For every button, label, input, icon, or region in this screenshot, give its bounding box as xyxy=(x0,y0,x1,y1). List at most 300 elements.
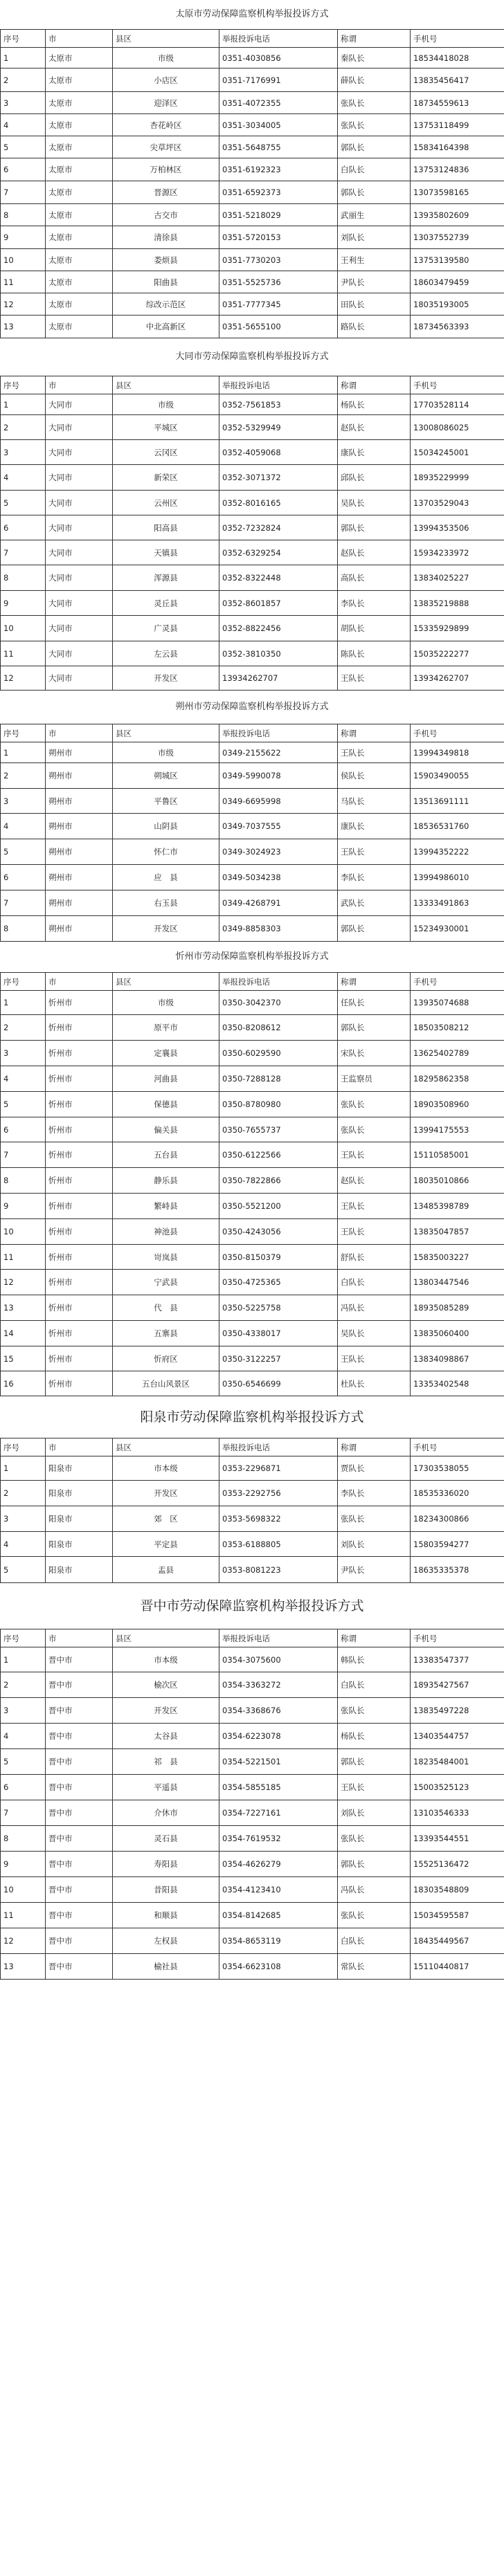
table-row xyxy=(1,540,504,565)
table-cell: 13 xyxy=(1,1954,46,1980)
table-cell: 0353-2296871 xyxy=(219,1456,338,1481)
table-cell: 18635335378 xyxy=(411,1557,504,1583)
section-title: 阳泉市劳动保障监察机构举报投诉方式 xyxy=(140,1409,364,1425)
table-cell: 朔州市 xyxy=(46,890,113,916)
table-cell: 王队长 xyxy=(338,666,411,691)
table-row xyxy=(1,763,504,789)
table-row xyxy=(1,1852,504,1877)
table-cell: 18035010866 xyxy=(411,1168,504,1194)
table-cell: 0350-5521200 xyxy=(219,1194,338,1219)
table-cell: 10 xyxy=(1,1219,46,1245)
table-cell: 0350-7655737 xyxy=(219,1117,338,1142)
table-row xyxy=(1,1219,504,1245)
table-cell: 0351-5720153 xyxy=(219,226,338,249)
table-cell: 18535336020 xyxy=(411,1481,504,1506)
table-cell: 0351-4030856 xyxy=(219,48,338,68)
table-cell: 大同市 xyxy=(46,491,113,515)
table-cell: 8 xyxy=(1,204,46,226)
table-cell: 18935427567 xyxy=(411,1672,504,1698)
table-cell: 平鲁区 xyxy=(113,789,219,814)
table-cell: 任队长 xyxy=(338,991,411,1015)
table-cell: 太原市 xyxy=(46,68,113,92)
table-cell: 白队长 xyxy=(338,158,411,181)
contact-table xyxy=(0,972,504,1396)
table-cell: 15903490055 xyxy=(411,763,504,789)
table-cell: 王队长 xyxy=(338,1346,411,1371)
table-cell: 晋中市 xyxy=(46,1903,113,1928)
table-cell: 13835219888 xyxy=(411,591,504,616)
table-cell: 张队长 xyxy=(338,1117,411,1142)
table-cell: 阳泉市 xyxy=(46,1506,113,1532)
table-cell: 13935074688 xyxy=(411,991,504,1015)
table-row xyxy=(1,114,504,136)
table-cell: 榆社县 xyxy=(113,1954,219,1980)
table-cell: 0350-8780980 xyxy=(219,1092,338,1117)
table-cell: 0351-5655100 xyxy=(219,316,338,338)
table-cell: 13835047857 xyxy=(411,1219,504,1245)
table-cell: 武队长 xyxy=(338,890,411,916)
contact-table xyxy=(0,376,504,691)
table-cell: 太原市 xyxy=(46,158,113,181)
table-row xyxy=(1,491,504,515)
table-cell: 0349-2155622 xyxy=(219,742,338,763)
table-cell: 综改示范区 xyxy=(113,293,219,316)
table-cell: 0351-7176991 xyxy=(219,68,338,92)
table-cell: 刘队长 xyxy=(338,1532,411,1557)
header-cell: 序号 xyxy=(1,973,46,991)
header-cell: 市 xyxy=(46,376,113,394)
header-cell: 县区 xyxy=(113,973,219,991)
table-cell: 13403544757 xyxy=(411,1724,504,1749)
table-cell: 太原市 xyxy=(46,226,113,249)
table-cell: 朔州市 xyxy=(46,916,113,942)
header-cell: 手机号 xyxy=(411,30,504,48)
table-row xyxy=(1,916,504,942)
table-cell: 宋队长 xyxy=(338,1041,411,1066)
table-cell: 晋中市 xyxy=(46,1826,113,1852)
table-cell: 太原市 xyxy=(46,293,113,316)
table-row xyxy=(1,1647,504,1672)
table-cell: 王队长 xyxy=(338,1219,411,1245)
table-cell: 晋中市 xyxy=(46,1749,113,1775)
table-cell: 0350-4243056 xyxy=(219,1219,338,1245)
table-cell: 市级 xyxy=(113,48,219,68)
header-cell: 县区 xyxy=(113,30,219,48)
table-cell: 4 xyxy=(1,814,46,839)
table-cell: 太原市 xyxy=(46,316,113,338)
table-cell: 15110440817 xyxy=(411,1954,504,1980)
table-cell: 广灵县 xyxy=(113,616,219,641)
table-cell: 山阴县 xyxy=(113,814,219,839)
table-cell: 6 xyxy=(1,1775,46,1800)
table-cell: 3 xyxy=(1,1506,46,1532)
table-cell: 杜队长 xyxy=(338,1371,411,1396)
table-cell: 李队长 xyxy=(338,1481,411,1506)
table-cell: 18536531760 xyxy=(411,814,504,839)
table-cell: 2 xyxy=(1,1015,46,1041)
table-cell: 浑源县 xyxy=(113,565,219,591)
table-cell: 陈队长 xyxy=(338,641,411,666)
table-cell: 13753139580 xyxy=(411,249,504,271)
table-cell: 平城区 xyxy=(113,415,219,440)
header-cell: 市 xyxy=(46,973,113,991)
table-cell: 3 xyxy=(1,1698,46,1724)
table-cell: 15 xyxy=(1,1346,46,1371)
table-cell: 五台山风景区 xyxy=(113,1371,219,1396)
table-cell: 王队长 xyxy=(338,1194,411,1219)
table-row xyxy=(1,271,504,293)
table-cell: 15834164398 xyxy=(411,136,504,158)
table-cell: 18935085289 xyxy=(411,1295,504,1321)
table-cell: 大同市 xyxy=(46,440,113,465)
section-title: 朔州市劳动保障监察机构举报投诉方式 xyxy=(175,702,329,712)
table-cell: 阳曲县 xyxy=(113,271,219,293)
header-cell: 举报投诉电话 xyxy=(219,724,338,742)
table-cell: 忻州市 xyxy=(46,1041,113,1066)
table-cell: 8 xyxy=(1,916,46,942)
table-row xyxy=(1,890,504,916)
table-cell: 太原市 xyxy=(46,136,113,158)
table-cell: 张队长 xyxy=(338,92,411,114)
table-cell: 4 xyxy=(1,1532,46,1557)
table-cell: 白队长 xyxy=(338,1270,411,1295)
table-cell: 13103546333 xyxy=(411,1800,504,1826)
table-cell: 云州区 xyxy=(113,491,219,515)
table-cell: 市级 xyxy=(113,742,219,763)
table-cell: 1 xyxy=(1,1647,46,1672)
table-cell: 小店区 xyxy=(113,68,219,92)
table-cell: 神池县 xyxy=(113,1219,219,1245)
header-cell: 序号 xyxy=(1,376,46,394)
table-cell: 0354-5221501 xyxy=(219,1749,338,1775)
table-cell: 舒队长 xyxy=(338,1245,411,1270)
table-row xyxy=(1,515,504,540)
table-cell: 市本级 xyxy=(113,1647,219,1672)
table-row xyxy=(1,394,504,415)
table-cell: 祁 县 xyxy=(113,1749,219,1775)
table-cell: 清徐县 xyxy=(113,226,219,249)
table-cell: 18235484001 xyxy=(411,1749,504,1775)
table-cell: 13803447546 xyxy=(411,1270,504,1295)
table-cell: 0352-4059068 xyxy=(219,440,338,465)
table-cell: 大同市 xyxy=(46,565,113,591)
header-cell: 市 xyxy=(46,30,113,48)
table-cell: 2 xyxy=(1,415,46,440)
table-cell: 忻州市 xyxy=(46,1142,113,1168)
table-cell: 忻州市 xyxy=(46,991,113,1015)
table-row xyxy=(1,226,504,249)
section-2 xyxy=(0,338,504,691)
table-cell: 13834098867 xyxy=(411,1346,504,1371)
table-cell: 14 xyxy=(1,1321,46,1346)
table-row xyxy=(1,1371,504,1396)
header-cell: 举报投诉电话 xyxy=(219,376,338,394)
table-row xyxy=(1,1117,504,1142)
table-cell: 阳泉市 xyxy=(46,1557,113,1583)
table-cell: 晋中市 xyxy=(46,1800,113,1826)
table-cell: 18734563393 xyxy=(411,316,504,338)
table-cell: 0352-7232824 xyxy=(219,515,338,540)
table-cell: 0353-2292756 xyxy=(219,1481,338,1506)
table-cell: 15034245001 xyxy=(411,440,504,465)
table-cell: 1 xyxy=(1,48,46,68)
table-cell: 太谷县 xyxy=(113,1724,219,1749)
table-cell: 13835456417 xyxy=(411,68,504,92)
table-row xyxy=(1,92,504,114)
table-row xyxy=(1,1321,504,1346)
table-cell: 太原市 xyxy=(46,249,113,271)
table-cell: 13 xyxy=(1,316,46,338)
table-row xyxy=(1,1245,504,1270)
table-cell: 大同市 xyxy=(46,394,113,415)
table-cell: 5 xyxy=(1,1092,46,1117)
table-row xyxy=(1,591,504,616)
table-cell: 3 xyxy=(1,92,46,114)
table-cell: 市级 xyxy=(113,394,219,415)
table-cell: 大同市 xyxy=(46,616,113,641)
table-row xyxy=(1,465,504,491)
table-cell: 13485398789 xyxy=(411,1194,504,1219)
table-cell: 0353-6188805 xyxy=(219,1532,338,1557)
table-cell: 5 xyxy=(1,1557,46,1583)
table-cell: 11 xyxy=(1,271,46,293)
table-cell: 7 xyxy=(1,1800,46,1826)
table-cell: 马队长 xyxy=(338,789,411,814)
table-cell: 13835060400 xyxy=(411,1321,504,1346)
table-cell: 0352-5329949 xyxy=(219,415,338,440)
table-cell: 17703528114 xyxy=(411,394,504,415)
table-row xyxy=(1,1041,504,1066)
table-cell: 15003525123 xyxy=(411,1775,504,1800)
table-cell: 5 xyxy=(1,491,46,515)
table-cell: 18935229999 xyxy=(411,465,504,491)
table-cell: 大同市 xyxy=(46,540,113,565)
table-cell: 忻州市 xyxy=(46,1270,113,1295)
table-cell: 张队长 xyxy=(338,1826,411,1852)
table-cell: 0352-8322448 xyxy=(219,565,338,591)
table-cell: 忻州市 xyxy=(46,1295,113,1321)
table-cell: 13753124836 xyxy=(411,158,504,181)
table-row xyxy=(1,316,504,338)
section-title: 忻州市劳动保障监察机构举报投诉方式 xyxy=(175,951,329,962)
table-cell: 0350-3122257 xyxy=(219,1346,338,1371)
table-cell: 0349-6695998 xyxy=(219,789,338,814)
section-title: 晋中市劳动保障监察机构举报投诉方式 xyxy=(140,1598,364,1614)
table-cell: 开发区 xyxy=(113,1481,219,1506)
table-cell: 17303538055 xyxy=(411,1456,504,1481)
table-cell: 0350-4338017 xyxy=(219,1321,338,1346)
header-cell: 县区 xyxy=(113,1629,219,1647)
table-cell: 市级 xyxy=(113,991,219,1015)
table-cell: 五台县 xyxy=(113,1142,219,1168)
table-cell: 13994353506 xyxy=(411,515,504,540)
header-cell: 称谓 xyxy=(338,30,411,48)
table-cell: 灵丘县 xyxy=(113,591,219,616)
table-cell: 0354-3368676 xyxy=(219,1698,338,1724)
table-cell: 2 xyxy=(1,68,46,92)
table-cell: 晋源区 xyxy=(113,181,219,204)
table-row xyxy=(1,1168,504,1194)
table-row xyxy=(1,1456,504,1481)
table-cell: 朔州市 xyxy=(46,742,113,763)
table-cell: 6 xyxy=(1,865,46,890)
table-cell: 朔州市 xyxy=(46,789,113,814)
table-cell: 平定县 xyxy=(113,1532,219,1557)
table-row xyxy=(1,1015,504,1041)
table-row xyxy=(1,68,504,92)
header-cell: 市 xyxy=(46,724,113,742)
table-cell: 大同市 xyxy=(46,515,113,540)
table-row xyxy=(1,1532,504,1557)
table-cell: 0353-8081223 xyxy=(219,1557,338,1583)
table-cell: 薛队长 xyxy=(338,68,411,92)
table-cell: 13994986010 xyxy=(411,865,504,890)
contact-table xyxy=(0,1629,504,1980)
table-row xyxy=(1,1066,504,1092)
table-cell: 13037552739 xyxy=(411,226,504,249)
table-cell: 8 xyxy=(1,565,46,591)
table-cell: 新荣区 xyxy=(113,465,219,491)
table-row xyxy=(1,1928,504,1954)
header-cell: 手机号 xyxy=(411,973,504,991)
table-cell: 定襄县 xyxy=(113,1041,219,1066)
table-row xyxy=(1,865,504,890)
table-cell: 0349-7037555 xyxy=(219,814,338,839)
table-cell: 武丽生 xyxy=(338,204,411,226)
table-row xyxy=(1,1877,504,1903)
table-cell: 尹队长 xyxy=(338,1557,411,1583)
table-cell: 3 xyxy=(1,789,46,814)
table-cell: 10 xyxy=(1,249,46,271)
table-cell: 0351-5218029 xyxy=(219,204,338,226)
table-row xyxy=(1,616,504,641)
table-cell: 朔州市 xyxy=(46,814,113,839)
table-cell: 15234930001 xyxy=(411,916,504,942)
table-cell: 刘队长 xyxy=(338,226,411,249)
table-cell: 4 xyxy=(1,114,46,136)
table-row xyxy=(1,1557,504,1583)
table-cell: 偏关县 xyxy=(113,1117,219,1142)
table-cell: 白队长 xyxy=(338,1928,411,1954)
table-cell: 9 xyxy=(1,226,46,249)
table-header-row xyxy=(1,1629,504,1647)
table-cell: 迎泽区 xyxy=(113,92,219,114)
table-cell: 太原市 xyxy=(46,114,113,136)
table-cell: 晋中市 xyxy=(46,1877,113,1903)
table-cell: 阳泉市 xyxy=(46,1456,113,1481)
table-cell: 0349-3024923 xyxy=(219,839,338,865)
table-cell: 大同市 xyxy=(46,591,113,616)
table-cell: 寿阳县 xyxy=(113,1852,219,1877)
table-cell: 康队长 xyxy=(338,440,411,465)
table-cell: 岢岚县 xyxy=(113,1245,219,1270)
table-cell: 晋中市 xyxy=(46,1647,113,1672)
table-cell: 王队长 xyxy=(338,1775,411,1800)
table-cell: 13008086025 xyxy=(411,415,504,440)
table-cell: 天镇县 xyxy=(113,540,219,565)
table-cell: 榆次区 xyxy=(113,1672,219,1698)
table-cell: 万柏林区 xyxy=(113,158,219,181)
table-cell: 开发区 xyxy=(113,666,219,691)
table-cell: 0352-3810350 xyxy=(219,641,338,666)
table-cell: 13383547377 xyxy=(411,1647,504,1672)
table-cell: 尖草坪区 xyxy=(113,136,219,158)
table-cell: 18534418028 xyxy=(411,48,504,68)
table-cell: 0354-7619532 xyxy=(219,1826,338,1852)
table-cell: 0352-6329254 xyxy=(219,540,338,565)
table-row xyxy=(1,1295,504,1321)
table-cell: 7 xyxy=(1,890,46,916)
table-cell: 忻州市 xyxy=(46,1117,113,1142)
table-row xyxy=(1,641,504,666)
table-row xyxy=(1,293,504,316)
table-cell: 8 xyxy=(1,1168,46,1194)
table-cell: 15335929899 xyxy=(411,616,504,641)
table-row xyxy=(1,742,504,763)
table-cell: 0354-8142685 xyxy=(219,1903,338,1928)
table-cell: 大同市 xyxy=(46,415,113,440)
table-cell: 忻府区 xyxy=(113,1346,219,1371)
table-row xyxy=(1,814,504,839)
section-1 xyxy=(0,0,504,338)
header-cell: 举报投诉电话 xyxy=(219,30,338,48)
table-cell: 市本级 xyxy=(113,1456,219,1481)
table-cell: 6 xyxy=(1,515,46,540)
table-row xyxy=(1,839,504,865)
table-cell: 太原市 xyxy=(46,271,113,293)
table-cell: 13834025227 xyxy=(411,565,504,591)
table-cell: 张队长 xyxy=(338,1698,411,1724)
table-cell: 忻州市 xyxy=(46,1194,113,1219)
table-cell: 冯队长 xyxy=(338,1877,411,1903)
table-cell: 6 xyxy=(1,158,46,181)
table-cell: 0350-8150379 xyxy=(219,1245,338,1270)
table-cell: 晋中市 xyxy=(46,1928,113,1954)
header-cell: 县区 xyxy=(113,724,219,742)
table-cell: 11 xyxy=(1,641,46,666)
table-cell: 4 xyxy=(1,1724,46,1749)
table-cell: 0350-6546699 xyxy=(219,1371,338,1396)
table-cell: 0352-8822456 xyxy=(219,616,338,641)
table-cell: 13513691111 xyxy=(411,789,504,814)
table-cell: 王队长 xyxy=(338,1142,411,1168)
table-row xyxy=(1,1194,504,1219)
table-cell: 13333491863 xyxy=(411,890,504,916)
table-cell: 0354-8653119 xyxy=(219,1928,338,1954)
table-row xyxy=(1,789,504,814)
table-cell: 张队长 xyxy=(338,1506,411,1532)
table-cell: 9 xyxy=(1,1194,46,1219)
table-row xyxy=(1,1903,504,1928)
table-cell: 灵石县 xyxy=(113,1826,219,1852)
table-cell: 忻州市 xyxy=(46,1015,113,1041)
table-cell: 15525136472 xyxy=(411,1852,504,1877)
table-cell: 左云县 xyxy=(113,641,219,666)
table-cell: 0350-8208612 xyxy=(219,1015,338,1041)
table-cell: 郭队长 xyxy=(338,515,411,540)
table-cell: 0350-6029590 xyxy=(219,1041,338,1066)
table-cell: 15803594277 xyxy=(411,1532,504,1557)
section-3 xyxy=(0,691,504,942)
table-cell: 侯队长 xyxy=(338,763,411,789)
section-5 xyxy=(0,1396,504,1583)
table-cell: 18734559613 xyxy=(411,92,504,114)
table-cell: 13753118499 xyxy=(411,114,504,136)
table-cell: 右玉县 xyxy=(113,890,219,916)
table-cell: 赵队长 xyxy=(338,415,411,440)
table-row xyxy=(1,204,504,226)
table-cell: 杏花岭区 xyxy=(113,114,219,136)
